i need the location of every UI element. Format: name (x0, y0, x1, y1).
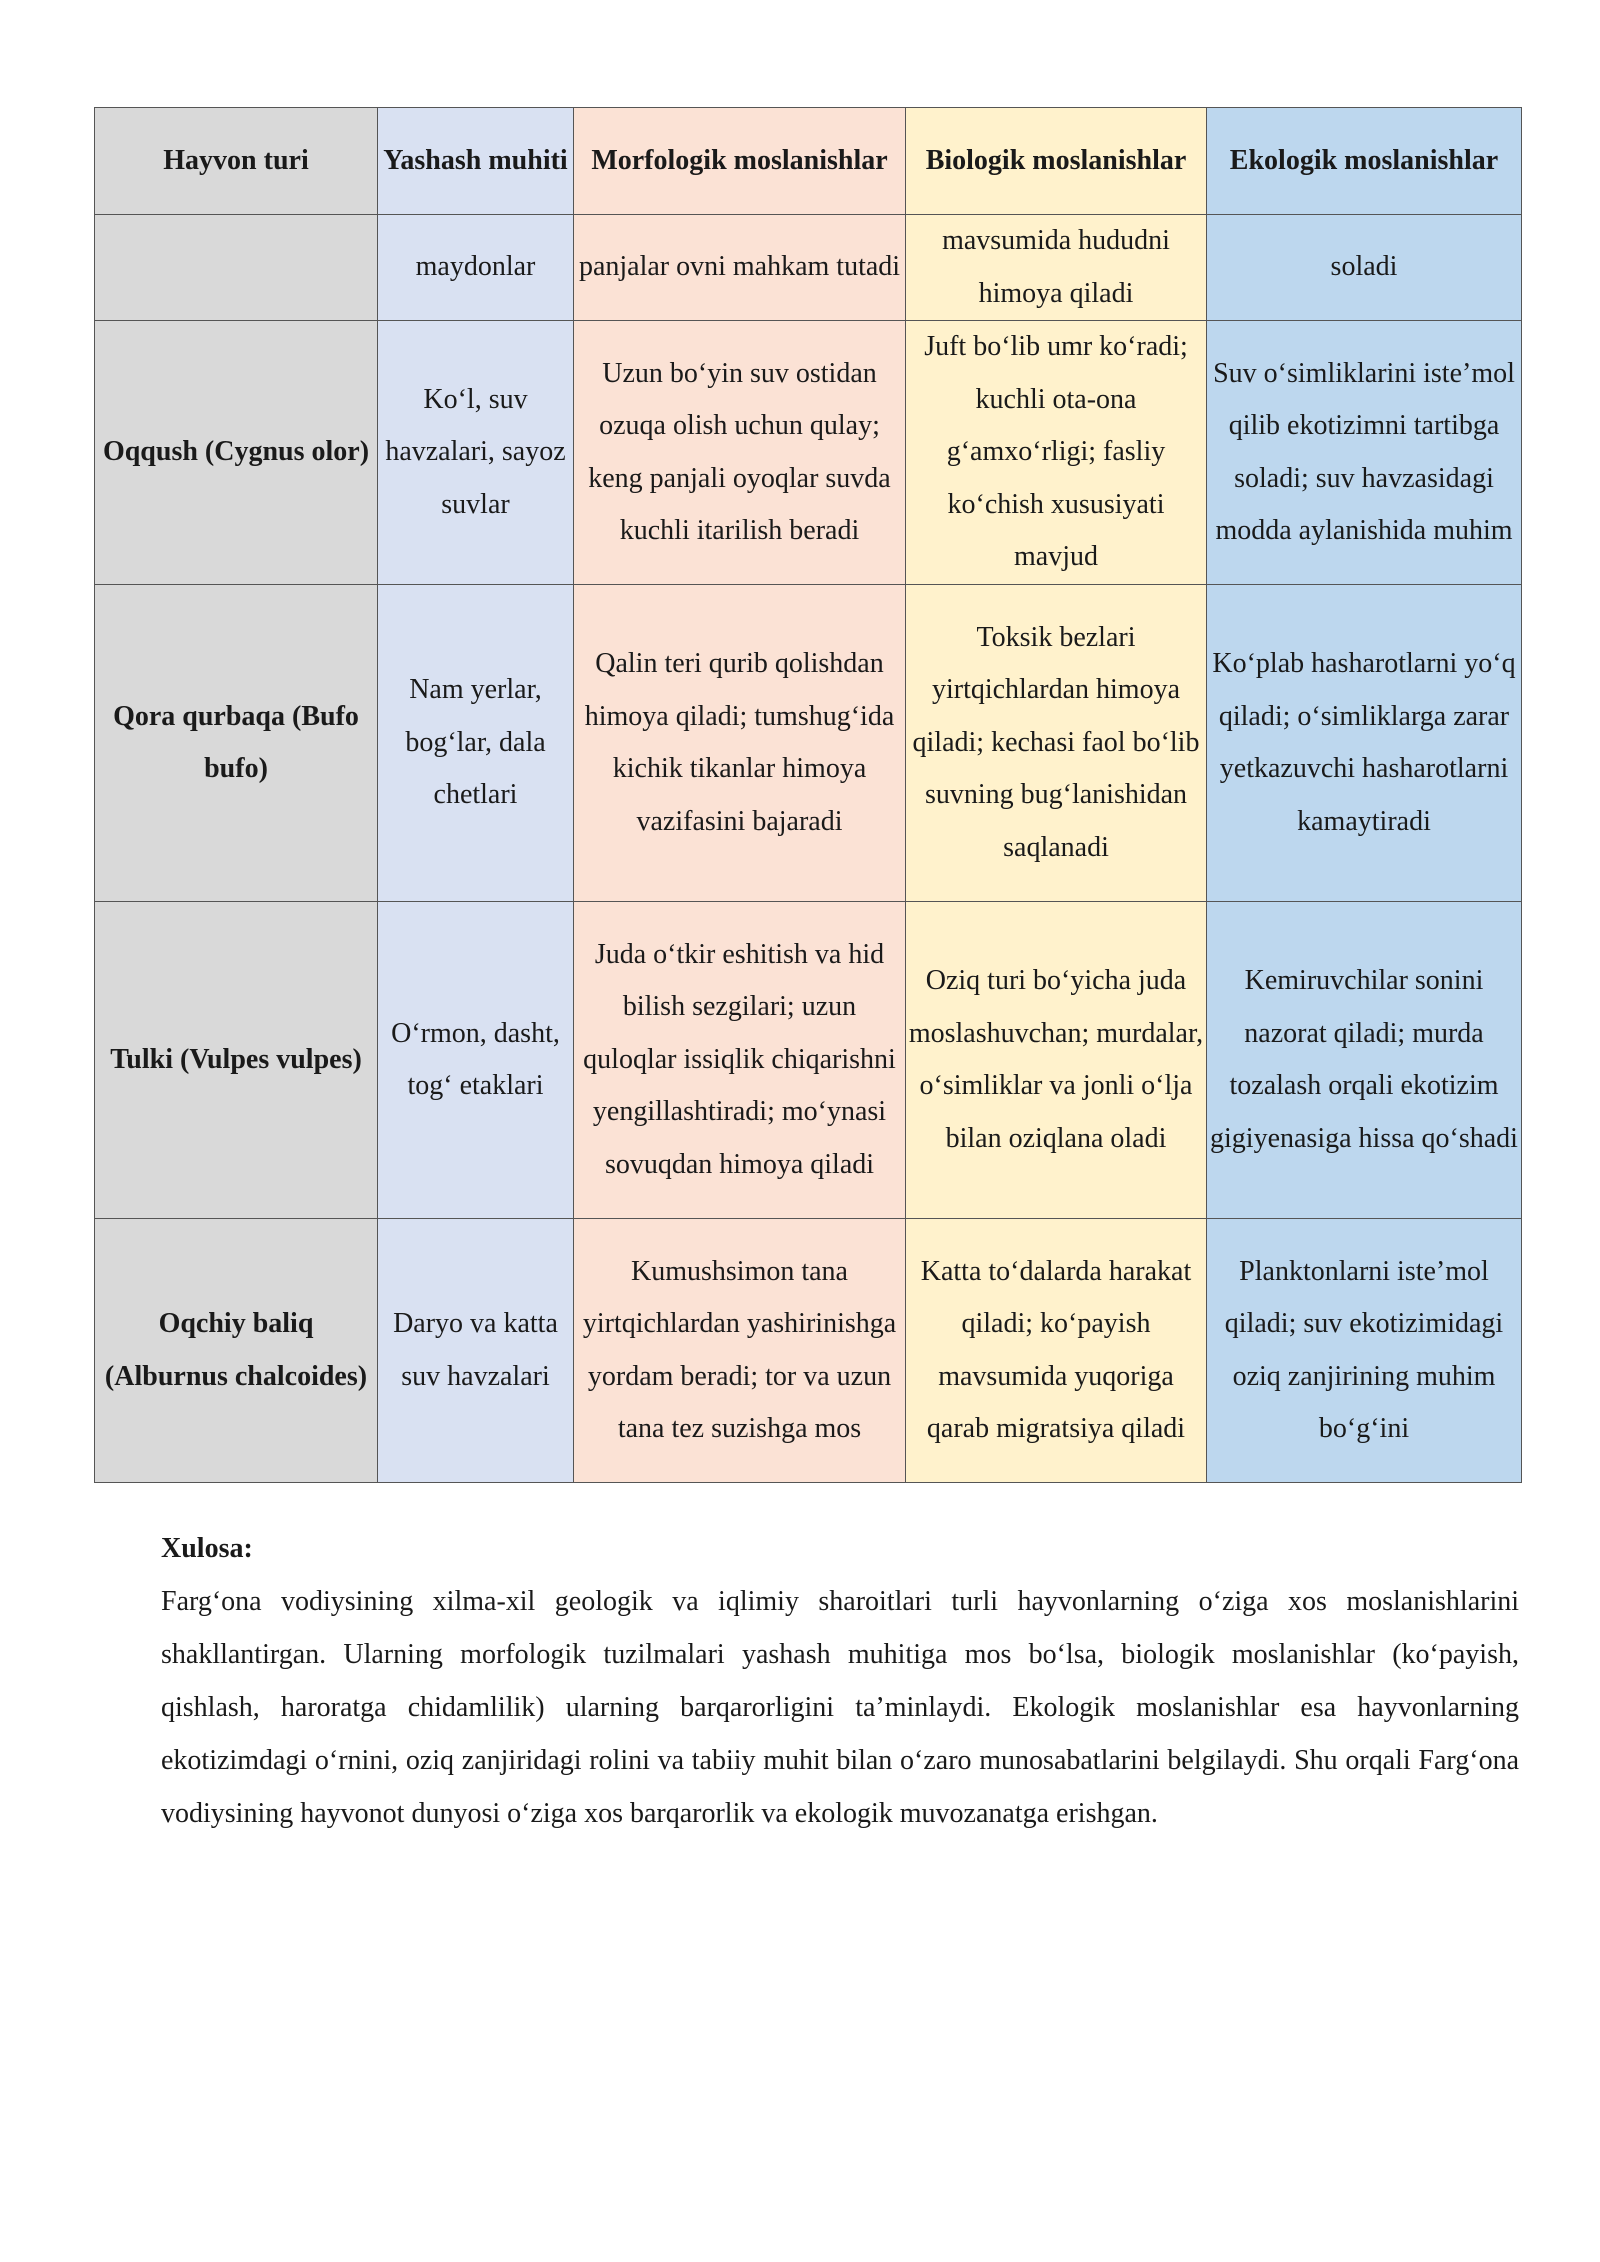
cell-biological: Oziq turi bo‘yicha juda moslashuvchan; murdalar, o‘simliklar va jonli o‘lja bilan oziqlana oladi (906, 902, 1207, 1219)
table-row (95, 215, 1522, 321)
cell-ecological: soladi (1207, 215, 1522, 321)
cell-animal: Tulki (Vulpes vulpes) (95, 902, 378, 1219)
summary-section (161, 1522, 1519, 1840)
header-biological: Biologik moslanishlar (906, 108, 1207, 215)
cell-morphological: panjalar ovni mahkam tutadi (574, 215, 906, 321)
table-row (95, 902, 1522, 1219)
cell-animal: Oqchiy baliq (Alburnus chalcoides) (95, 1219, 378, 1483)
cell-morphological: Juda o‘tkir eshitish va hid bilish sezgilari; uzun quloqlar issiqlik chiqarishni yengillashtiradi; mo‘ynasi sovuqdan himoya qiladi (574, 902, 906, 1219)
cell-biological: Katta to‘dalarda harakat qiladi; ko‘payish mavsumida yuqoriga qarab migratsiya qiladi (906, 1219, 1207, 1483)
summary-title: Xulosa: (161, 1533, 253, 1564)
cell-biological: Toksik bezlari yirtqichlardan himoya qiladi; kechasi faol bo‘lib suvning bug‘lanishidan saqlanadi (906, 585, 1207, 902)
cell-morphological: Uzun bo‘yin suv ostidan ozuqa olish uchun qulay; keng panjali oyoqlar suvda kuchli itarilish beradi (574, 321, 906, 585)
cell-habitat: Ko‘l, suv havzalari, sayoz suvlar (378, 321, 574, 585)
cell-habitat: maydonlar (378, 215, 574, 321)
cell-morphological: Qalin teri qurib qolishdan himoya qiladi; tumshug‘ida kichik tikanlar himoya vazifasini bajaradi (574, 585, 906, 902)
table-row (95, 585, 1522, 902)
header-animal-type: Hayvon turi (95, 108, 378, 215)
table-header-row (95, 108, 1522, 215)
header-habitat: Yashash muhiti (378, 108, 574, 215)
cell-habitat: Daryo va katta suv havzalari (378, 1219, 574, 1483)
cell-ecological: Planktonlarni iste’mol qiladi; suv ekotizimidagi oziq zanjirining muhim bo‘g‘ini (1207, 1219, 1522, 1483)
cell-animal: Oqqush (Cygnus olor) (95, 321, 378, 585)
cell-habitat: O‘rmon, dasht, tog‘ etaklari (378, 902, 574, 1219)
table-row (95, 1219, 1522, 1483)
cell-ecological: Suv o‘simliklarini iste’mol qilib ekotizimni tartibga soladi; suv havzasidagi modda aylanishida muhim (1207, 321, 1522, 585)
cell-morphological: Kumushsimon tana yirtqichlardan yashirinishga yordam beradi; tor va uzun tana tez suzishga mos (574, 1219, 906, 1483)
cell-biological: mavsumida hududni himoya qiladi (906, 215, 1207, 321)
adaptations-table (94, 107, 1522, 1483)
header-ecological: Ekologik moslanishlar (1207, 108, 1522, 215)
table-row (95, 321, 1522, 585)
cell-biological: Juft bo‘lib umr ko‘radi; kuchli ota-ona g‘amxo‘rligi; fasliy ko‘chish xususiyati mavjud (906, 321, 1207, 585)
header-morphological: Morfologik moslanishlar (574, 108, 906, 215)
cell-ecological: Kemiruvchilar sonini nazorat qiladi; murda tozalash orqali ekotizim gigiyenasiga hissa qo‘shadi (1207, 902, 1522, 1219)
cell-animal (95, 215, 378, 321)
cell-ecological: Ko‘plab hasharotlarni yo‘q qiladi; o‘simliklarga zarar yetkazuvchi hasharotlarni kamaytiradi (1207, 585, 1522, 902)
cell-habitat: Nam yerlar, bog‘lar, dala chetlari (378, 585, 574, 902)
summary-paragraph: Farg‘ona vodiysining xilma-xil geologik va iqlimiy sharoitlari turli hayvonlarning o‘ziga xos moslanishlarini shakllantirgan. Ularning morfologik tuzilmalari yashash muhitiga mos bo‘lsa, biologik moslanishlar (ko‘payish, qishlash, haroratga chidamlilik) ularning barqarorligini ta’minlaydi. Ekologik moslanishlar esa hayvonlarning ekotizimdagi o‘rnini, oziq zanjiridagi rolini va tabiiy muhit bilan o‘zaro munosabatlarini belgilaydi. Shu orqali Farg‘ona vodiysining hayvonot dunyosi o‘ziga xos barqarorlik va ekologik muvozanatga erishgan. (161, 1586, 1519, 1829)
cell-animal: Qora qurbaqa (Bufo bufo) (95, 585, 378, 902)
